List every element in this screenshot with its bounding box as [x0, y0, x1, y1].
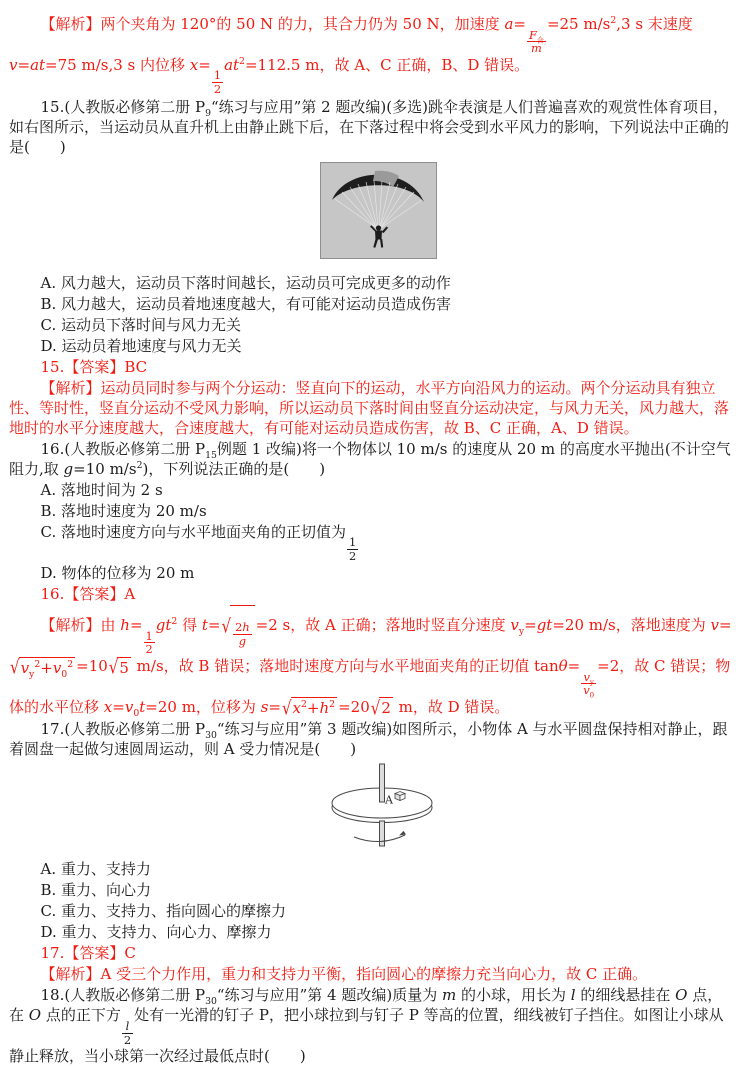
- question-17-option-a: A. 重力、支持力: [40, 860, 151, 879]
- solution-17-analysis: 【解析】A 受三个力作用，重力和支持力平衡，指向圆心的摩擦力充当向心力，故 C 正确。: [40, 965, 648, 984]
- question-15-stem: 15.(人教版必修第二册 $P_9“$练习与应用”第 2 题改编)(多选)跳伞表演是人们普遍喜欢的观赏性体育项目，如右图所示，当运动员从直升机上由静止跳下后，在下落过程中将会受到水平风力的影响，下列说法中正确的是( ): [9, 97, 730, 156]
- block-a-label: A: [384, 793, 393, 807]
- parachutist-photo: [320, 162, 437, 259]
- rotation-axis-lower: [379, 821, 384, 846]
- figure-parachutist: [23, 162, 734, 264]
- answer-17: 17.【答案】C: [40, 944, 136, 963]
- answer-15: 15.【答案】BC: [40, 357, 148, 376]
- answer-16: 16.【答案】A: [40, 585, 136, 604]
- question-16-option-c: C. 落地时速度方向与水平地面夹角的正切值为 $\frac{1}{2}$: [40, 522, 357, 563]
- question-17-option-c: C. 重力、支持力、指向圆心的摩擦力: [40, 902, 286, 921]
- rotating-disk-diagram: [307, 762, 457, 854]
- question-15-option-b: B. 风力越大，运动员着地速度越大，有可能对运动员造成伤害: [40, 294, 452, 313]
- block-a-icon: [395, 792, 405, 801]
- question-16-option-a: A. 落地时间为 2 s: [40, 480, 163, 499]
- solution-15-analysis: 【解析】运动员同时参与两个分运动：竖直向下的运动，水平方向沿风力的运动。两个分运动具有独立性、等时性，竖直分运动不受风力影响，所以运动员下落时间由竖直分运动决定，与风力无关，风力越大，落地时的水平分速度越大，合速度越大，有可能对运动员造成伤害，故 B、C 正确，A、D 错误。: [9, 378, 730, 437]
- question-16-option-b: B. 落地时速度为 20 m/s: [40, 501, 207, 520]
- solution-16-analysis: 【解析】由 h= $\frac{1}{2}$ $gt^2$ 得 t= √ $\frac{2h}{g}$ =2 s，故 A 正确；落地时竖直分速度 $v_y=gt=20$ m/s，落地速度为 v= √ $v_y^2+v_0^2$ =10 √ 5 m/s，故 B 错误；落地时速度方向与水平地面夹角的正切值 tanθ= $\frac{v_y}{v_0}$ =2，故 C 错误；物体的水平位移 $x=v_0t=20$ m，位移为 s= √ $x^2+h^2$ =20 √ 2 m，故 D 错误。: [9, 605, 734, 718]
- solution-14-analysis: 【解析】两个夹角为 120°的 50 N 的力，其合力仍为 50 N，加速度 a= $\frac{F_合}{m}$ =25 $m/s^2,3$ s 末速度 v=at=75 m/s,3 s 内位移 x= $\frac{1}{2}$ $at^2=112.5$ m，故 A、C 正确，B、D 错误。: [9, 15, 693, 97]
- question-17-option-b: B. 重力、向心力: [40, 881, 152, 900]
- question-16-option-d: D. 物体的位移为 20 m: [40, 564, 195, 583]
- question-18-stem: 18.(人教版必修第二册 $P_{30}“$练习与应用”第 4 题改编)质量为 m 的小球，用长为 l 的细线悬挂在 O 点，在 O 点的正下方 $\frac{l}{2}$ 处有一光滑的钉子 P，把小球拉到与钉子 P 等高的位置，细线被钉子挡住。如图让小球从静止释放，当小球第一次经过最低点时( ): [9, 986, 724, 1066]
- figure-rotating-disk: [29, 762, 734, 859]
- question-17-stem: 17.(人教版必修第二册 $P_{30}“$练习与应用”第 3 题改编)如图所示，小物体 A 与水平圆盘保持相对静止，跟着圆盘一起做匀速圆周运动，则 A 受力情况是( ): [9, 720, 728, 759]
- rotation-axis-upper: [379, 764, 384, 802]
- question-15-option-d: D. 运动员着地速度与风力无关: [40, 336, 242, 355]
- question-16-stem: 16.(人教版必修第二册 $P_{15}$例题 1 改编)将一个物体以 10 m/s 的速度从 20 m 的高度水平抛出(不计空气阻力,取 g=10 $m/s^2$)，下列说法正确的是( ): [9, 439, 731, 478]
- question-15-option-c: C. 运动员下落时间与风力无关: [40, 315, 241, 334]
- rotation-arrow-head: [399, 831, 406, 836]
- question-15-option-a: A. 风力越大，运动员下落时间越长，运动员可完成更多的动作: [40, 273, 451, 292]
- question-17-option-d: D. 重力、支持力、向心力、摩擦力: [40, 923, 272, 942]
